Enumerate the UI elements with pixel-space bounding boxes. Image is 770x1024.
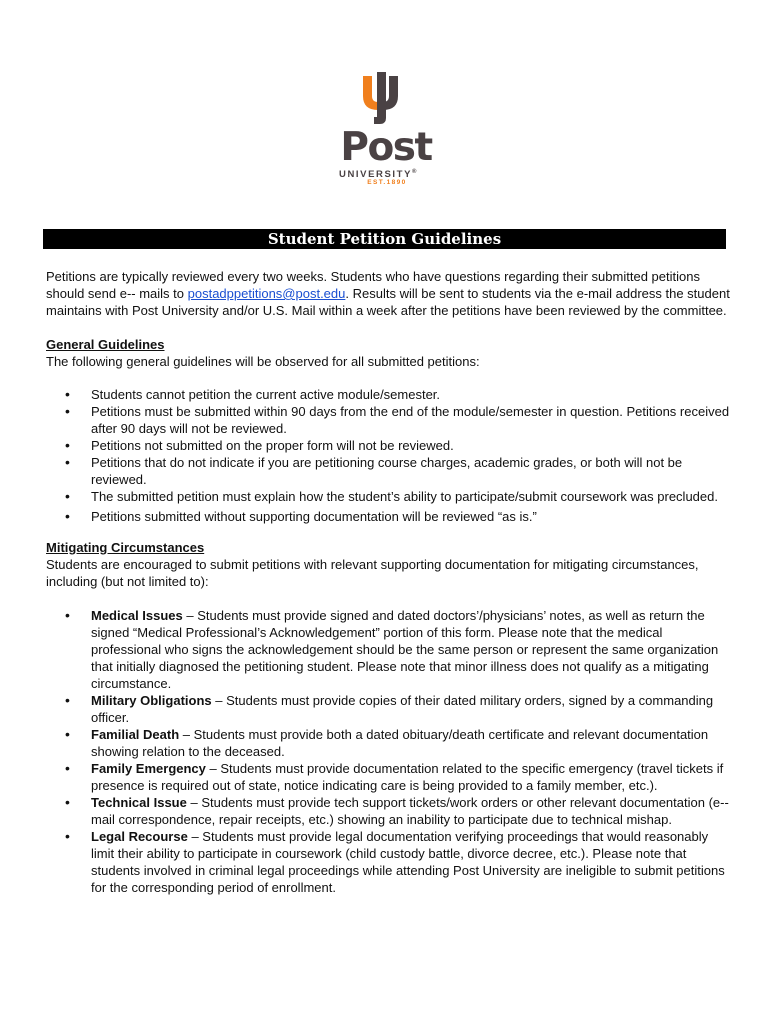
list-item-term: Technical Issue [91,795,187,810]
list-item: • Petitions not submitted on the proper form will not be reviewed. [65,437,454,453]
list-item: • Petitions must be submitted within 90 days from the end of the module/semester in question. Petitions received after 90 days will not be reviewed. [65,403,730,436]
list-item-text: – Students must provide legal documentation verifying proceedings that would reasonably limit their ability to participate in coursework (child custody battle, divorce decree, etc.). Please note that students involved in criminal legal proceedings while attending Post University are ineligible to submit petitions for the corresponding period of enrollment. [91,829,725,895]
logo-university: UNIVERSITY [339,169,413,181]
intro-text-before: Petitions are typically reviewed every two weeks. Students who have questions regarding their submitted petitions should send e-- mails to [46,269,700,301]
intro-paragraph [46,268,731,319]
general-guidelines-heading: General Guidelines [46,337,165,352]
logo-registered-mark: ® [412,169,417,175]
list-item: • Familial Death – Students must provide both a dated obituary/death certificate and relevant documentation showing relation to the deceased. [65,726,709,759]
general-guidelines-list [46,386,731,525]
list-item-text: – Students must provide documentation related to the specific emergency (travel tickets if presence is required out of state, notice indicating care is being provided to a family member, etc.). [91,761,724,793]
list-item: • Technical Issue – Students must provide tech support tickets/work orders or other relevant documentation (e-- mail correspondence, repair receipts, etc.) showing an inability to participate due to technical mishap. [65,794,729,827]
list-item-text: – Students must provide tech support tickets/work orders or other relevant documentation (e-- mail correspondence, repair receipts, etc.) showing an inability to participate due to technical mishap. [91,795,729,827]
mitigating-circumstances-heading: Mitigating Circumstances [46,540,205,555]
list-item-text: Petitions not submitted on the proper form will not be reviewed. [91,438,454,453]
mitigating-circumstances-lead: Students are encouraged to submit petitions with relevant supporting documentation for mitigating circumstances, including (but not limited to): [46,557,699,589]
list-item-term: Legal Recourse [91,829,188,844]
list-item-text: Petitions that do not indicate if you are petitioning course charges, academic grades, or both will not be reviewed. [91,455,683,487]
list-item: • Medical Issues – Students must provide signed and dated doctors’/physicians’ notes, as well as return the signed “Medical Professional’s Acknowledgement” portion of this form. Please note that the medical professional who signs the acknowledgement should be the same person or represent the same organization that initially diagnosed the petitioning student. Please note that minor illness does not qualify as a mitigating circumstance. [65,607,719,691]
list-item: • Petitions submitted without supporting documentation will be reviewed “as is.” [65,508,537,524]
page-title: Student Petition Guidelines [43,229,726,249]
list-item: • Legal Recourse – Students must provide legal documentation verifying proceedings that would reasonably limit their ability to participate in coursework (child custody battle, divorce decree, etc.). Please note that students involved in criminal legal proceedings while attending Post University are ineligible to submit petitions for the corresponding period of enrollment. [65,828,725,895]
intro-text-after: . Results will be sent to students via the e-mail address the student maintains with Post University and/or U.S. Mail within a week after the petitions have been reviewed by the committee. [46,286,730,318]
general-guidelines-lead: The following general guidelines will be observed for all submitted petitions: [46,354,480,369]
list-item-text: – Students must provide signed and dated doctors’/physicians’ notes, as well as return the signed “Medical Professional’s Acknowledgement” portion of this form. Please note that the medical professional who signs the acknowledgement should be the same person or represent the same organization that initially diagnosed the petitioning student. Please note that minor illness does not qualify as a mitigating circumstance. [91,608,719,691]
list-item-term: Family Emergency [91,761,206,776]
list-item: • Students cannot petition the current active module/semester. [65,386,441,402]
list-item: • Petitions that do not indicate if you are petitioning course charges, academic grades, or both will not be reviewed. [65,454,683,487]
mitigating-circumstances-list [46,607,731,896]
list-item-text: Petitions must be submitted within 90 days from the end of the module/semester in question. Petitions received after 90 days will not be reviewed. [91,404,730,436]
list-item-text: – Students must provide both a dated obituary/death certificate and relevant documentation showing relation to the deceased. [91,727,709,759]
list-item-text: – Students must provide copies of their dated military orders, signed by a commanding officer. [91,693,714,725]
document-body [46,268,731,896]
list-item: • The submitted petition must explain how the student’s ability to participate/submit coursework was precluded. [65,488,718,504]
logo-wordmark: Post [340,125,432,170]
post-logo-mark-icon [361,72,411,124]
petitions-email-link[interactable]: postadppetitions@post.edu [187,286,346,301]
list-item-text: Petitions submitted without supporting documentation will be reviewed “as is.” [91,509,537,524]
list-item-text: Students cannot petition the current active module/semester. [91,387,441,402]
post-university-logo [335,72,445,192]
list-item-text: The submitted petition must explain how the student’s ability to participate/submit coursework was precluded. [91,489,718,504]
list-item: • Military Obligations – Students must provide copies of their dated military orders, signed by a commanding officer. [65,692,714,725]
list-item-term: Military Obligations [91,693,212,708]
list-item-term: Familial Death [91,727,180,742]
logo-established: EST.1890 [367,179,407,186]
list-item-term: Medical Issues [91,608,183,623]
list-item: • Family Emergency – Students must provide documentation related to the specific emergency (travel tickets if presence is required out of state, notice indicating care is being provided to a family member, etc.). [65,760,724,793]
